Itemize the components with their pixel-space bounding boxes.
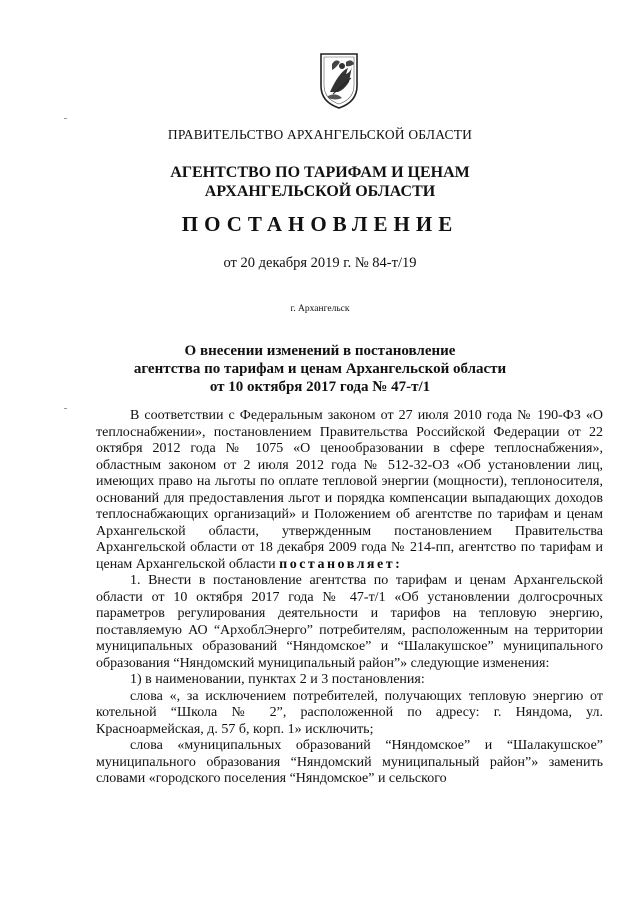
subject-line1: О внесении изменений в постановление (184, 343, 456, 359)
date-and-number: от 20 декабря 2019 г. № 84-т/19 (223, 255, 417, 271)
preamble-text: В соответствии с Федеральным законом от 27 июля 2010 года № 190-ФЗ «О теплоснабжении», постановлением Правительства Российской Федерации от 22 октября 2012 года № 1075 «О ценообразовании в сфере теплоснабжения», областным законом от 2 июля 2012 года № 512-32-ОЗ «Об установлении лиц, имеющих право на льготы по оплате тепловой энергии (мощности), теплоносителя, оснований для предоставления льгот и порядка компенсации выпадающих доходов теплоснабжающих организаций» и Положением об агентстве по тарифам и ценам Архангельской области, утвержденным постановлением Правительства Архангельской области от 18 декабря 2009 года № 214-пп, агентство по тарифам и ценам Архангельской области (96, 408, 603, 572)
resolves-colon: : (395, 556, 403, 572)
body-paragraph-words-excluded: слова «, за исключением потребителей, получающих тепловую энергию от котельной “Школа № 2”, расположенной по адресу: г. Няндома, ул. Красноармейская, д. 57 б, корп. 1» исключить; (96, 688, 603, 737)
body-paragraph-subitem1: 1) в наименовании, пунктах 2 и 3 постановления: (130, 672, 425, 687)
agency-name (0, 163, 640, 201)
city-name: г. Архангельск (290, 304, 350, 314)
resolves-word: постановляет (279, 556, 396, 572)
scan-mark (64, 408, 67, 409)
subject-line2: агентства по тарифам и ценам Архангельской области (133, 361, 507, 377)
decree-subject (0, 342, 640, 396)
document-type-title: ПОСТАНОВЛЕНИЕ (181, 212, 459, 236)
body-paragraph-preamble (96, 408, 603, 573)
subject-line3: от 10 октября 2017 года № 47-т/1 (209, 379, 431, 395)
body-paragraph-words-replaced: слова «муниципальных образований “Няндомское” и “Шалакушское” муниципального образования “Няндомский муниципальный район”» заменить словами «городского поселения “Няндомское” и сельского (96, 738, 603, 786)
scan-mark (64, 118, 67, 119)
body-paragraph-item1: 1. Внести в постановление агентства по тарифам и ценам Архангельской области от 10 октября 2017 года № 47-т/1 «Об установлении долгосрочных параметров регулирования деятельности и тарифов на тепловую энергию, поставляемую АО “АрхоблЭнерго” потребителям, расположенным на территории муниципальных образований “Няндомское” и “Шалакушское” муниципального образования “Няндомский муниципальный район”» следующие изменения: (96, 573, 603, 671)
coat-of-arms-emblem (318, 52, 360, 110)
government-name: ПРАВИТЕЛЬСТВО АРХАНГЕЛЬСКОЙ ОБЛАСТИ (167, 127, 473, 142)
agency-name-line2: АРХАНГЕЛЬСКОЙ ОБЛАСТИ (204, 183, 436, 200)
decree-body (96, 408, 603, 788)
agency-name-line1: АГЕНТСТВО ПО ТАРИФАМ И ЦЕНАМ (170, 164, 470, 181)
